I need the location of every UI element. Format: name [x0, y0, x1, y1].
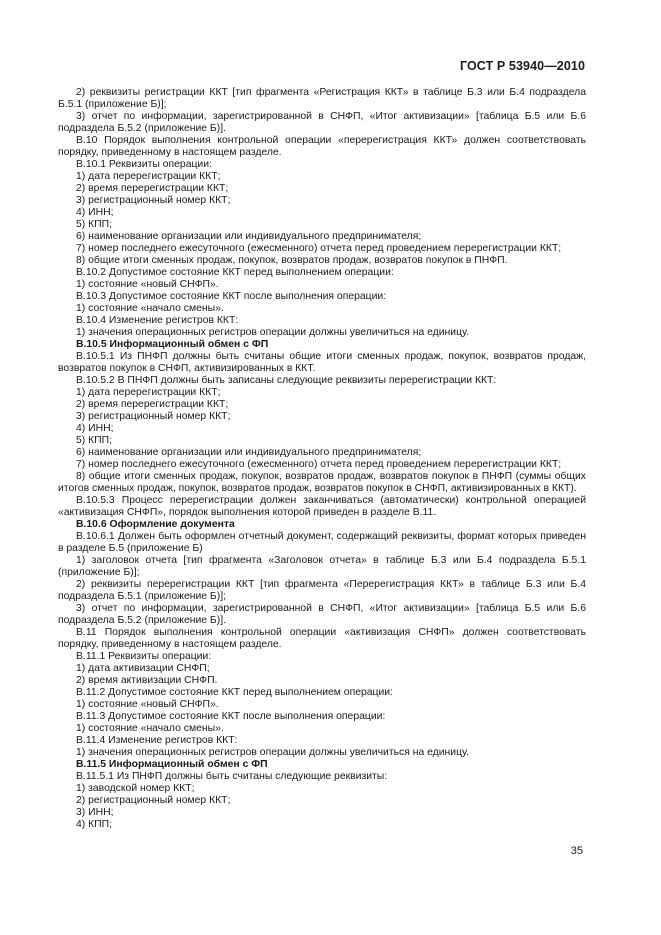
- paragraph: 5) КПП;: [76, 435, 113, 446]
- section-heading: В.10.6 Оформление документа: [76, 519, 235, 530]
- paragraph: 3) регистрационный номер ККТ;: [76, 195, 231, 206]
- paragraph: 2) время перерегистрации ККТ;: [76, 183, 229, 194]
- paragraph: 1) заводской номер ККТ;: [76, 783, 195, 794]
- paragraph: В.11 Порядок выполнения контрольной операции «активизация СНФП» должен соответствовать порядку, приведенному в настоящем разделе.: [58, 627, 586, 650]
- paragraph: 8) общие итоги сменных продаж, покупок, возвратов продаж, возвратов покупок в ПНФП.: [76, 255, 508, 266]
- paragraph: 1) значения операционных регистров операции должны увеличиться на единицу.: [76, 327, 470, 338]
- paragraph: 1) дата перерегистрации ККТ;: [76, 171, 221, 182]
- paragraph: 3) отчет по информации, зарегистрированной в СНФП, «Итог активизации» [таблица Б.5 или Б.6 подраздела Б.5.2 (приложение Б)].: [58, 111, 586, 134]
- paragraph: В.11.2 Допустимое состояние ККТ перед выполнением операции:: [76, 687, 393, 698]
- paragraph: В.11.3 Допустимое состояние ККТ после выполнения операции:: [76, 711, 386, 722]
- paragraph: 8) общие итоги сменных продаж, покупок, возвратов продаж, возвратов покупок в ПНФП (суммы общих итогов сменных продаж, покупок, возвратов продаж, возвратов покупок в СНФП, активизированных в ККТ).: [58, 471, 586, 494]
- paragraph: 1) состояние «начало смены».: [76, 723, 224, 734]
- paragraph: 7) номер последнего ежесуточного (ежесменного) отчета перед проведением перерегистрации ККТ;: [76, 459, 562, 470]
- paragraph: В.10.2 Допустимое состояние ККТ перед выполнением операции:: [76, 267, 394, 278]
- paragraph: 6) наименование организации или индивидуального предпринимателя;: [76, 231, 422, 242]
- document-code: ГОСТ Р 53940—2010: [459, 59, 585, 73]
- paragraph: 2) реквизиты перерегистрации ККТ [тип фрагмента «Перерегистрация ККТ» в таблице Б.3 или Б.4 подраздела Б.5.1 (приложение Б)];: [58, 579, 586, 602]
- paragraph: 1) заголовок отчета [тип фрагмента «Заголовок отчета» в таблице Б.3 или Б.4 подраздела Б.5.1 (приложение Б)];: [58, 555, 586, 578]
- section-heading: В.10.5 Информационный обмен с ФП: [76, 339, 269, 350]
- paragraph: 1) дата перерегистрации ККТ;: [76, 387, 221, 398]
- paragraph: В.10.6.1 Должен быть оформлен отчетный документ, содержащий реквизиты, формат которых приведен в разделе Б.5 (приложение Б): [58, 531, 586, 554]
- paragraph: 6) наименование организации или индивидуального предпринимателя;: [76, 447, 422, 458]
- section-heading: В.11.5 Информационный обмен с ФП: [76, 759, 268, 770]
- paragraph: 2) время активизации СНФП.: [76, 675, 218, 686]
- paragraph: 4) ИНН;: [76, 207, 114, 218]
- paragraph: 1) значения операционных регистров операции должны увеличиться на единицу.: [76, 747, 470, 758]
- paragraph: 5) КПП;: [76, 219, 113, 230]
- paragraph: В.11.5.1 Из ПНФП должны быть считаны следующие реквизиты:: [76, 771, 388, 782]
- paragraph: 2) время перерегистрации ККТ;: [76, 399, 229, 410]
- paragraph: В.10.4 Изменение регистров ККТ:: [76, 315, 239, 326]
- paragraph: В.10 Порядок выполнения контрольной операции «перерегистрация ККТ» должен соответствовать порядку, приведенному в настоящем разделе.: [58, 135, 586, 158]
- paragraph: В.10.1 Реквизиты операции:: [76, 159, 212, 170]
- paragraph: В.11.4 Изменение регистров ККТ:: [76, 735, 238, 746]
- paragraph: В.10.5.3 Процесс перерегистрации должен заканчиваться (автоматически) контрольной операцией «активизация СНФП», порядок выполнения которой приведен в разделе В.11.: [58, 495, 586, 518]
- paragraph: В.10.5.1 Из ПНФП должны быть считаны общие итоги сменных продаж, покупок, возвратов продаж, возвратов покупок в СНФП, активизированных в ККТ.: [58, 351, 586, 374]
- paragraph: В.10.5.2 В ПНФП должны быть записаны следующие реквизиты перерегистрации ККТ:: [76, 375, 497, 386]
- paragraph: 3) ИНН;: [76, 807, 114, 818]
- document-body: [58, 87, 586, 831]
- paragraph: 1) состояние «новый СНФП».: [76, 279, 219, 290]
- paragraph: 4) КПП;: [76, 819, 113, 830]
- paragraph: 4) ИНН;: [76, 423, 114, 434]
- paragraph: 3) регистрационный номер ККТ;: [76, 411, 231, 422]
- paragraph: В.11.1 Реквизиты операции:: [76, 651, 212, 662]
- paragraph: 2) реквизиты регистрации ККТ [тип фрагмента «Регистрация ККТ» в таблице Б.3 или Б.4 подраздела Б.5.1 (приложение Б)];: [58, 87, 586, 110]
- paragraph: 3) отчет по информации, зарегистрированной в СНФП, «Итог активизации» [таблица Б.5 или Б.6 подраздела Б.5.2 (приложение Б)].: [58, 603, 586, 626]
- page-number: 35: [570, 845, 583, 857]
- paragraph: 1) состояние «новый СНФП».: [76, 699, 219, 710]
- paragraph: В.10.3 Допустимое состояние ККТ после выполнения операции:: [76, 291, 387, 302]
- paragraph: 1) состояние «начало смены».: [76, 303, 224, 314]
- paragraph: 2) регистрационный номер ККТ;: [76, 795, 231, 806]
- paragraph: 1) дата активизации СНФП;: [76, 663, 210, 674]
- paragraph: 7) номер последнего ежесуточного (ежесменного) отчета перед проведением перерегистрации ККТ;: [76, 243, 562, 254]
